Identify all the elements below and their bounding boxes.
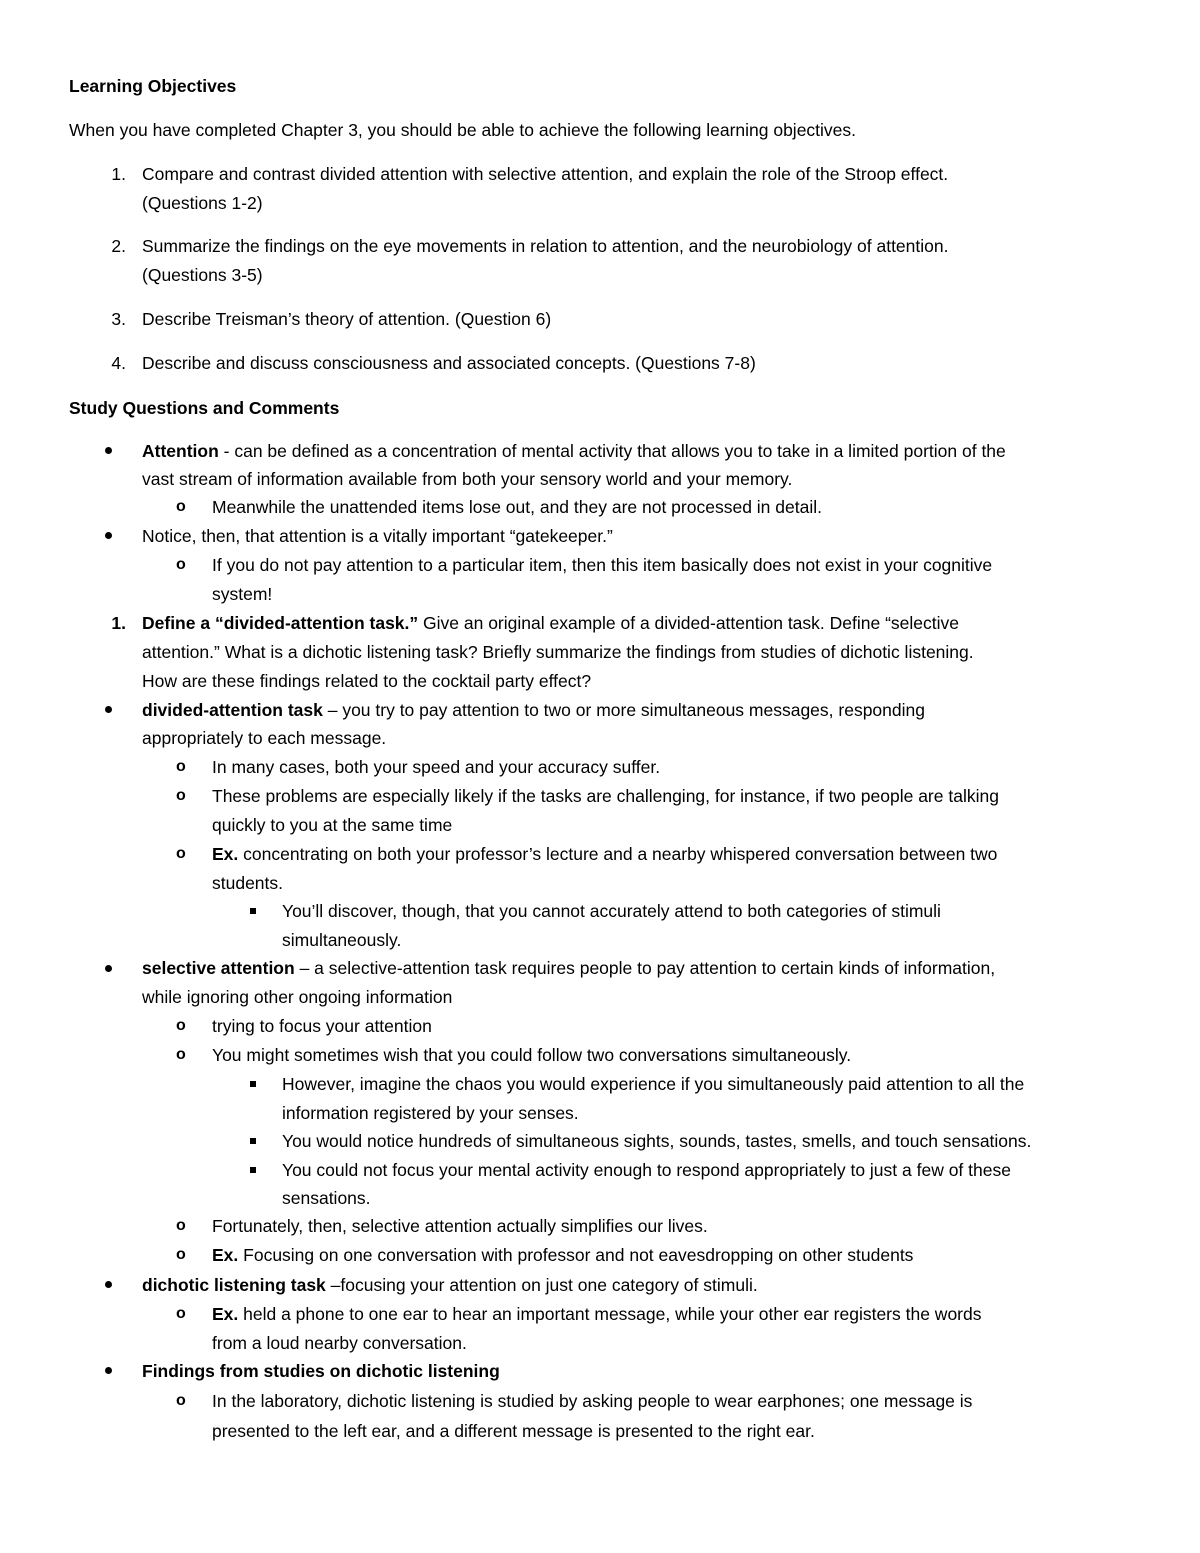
dichotic-definition [142,1274,758,1296]
example-text: held a phone to one ear to hear an important message, while your other ear registers the words [238,1304,982,1324]
question-text-cont: attention.” What is a dichotic listening task? Briefly summarize the findings from studies of dichotic listening. [142,642,974,662]
objective-text: (Questions 1-2) [142,193,263,213]
question-rest: Give an original example of a divided-attention task. Define “selective [418,613,959,633]
circle-bullet-icon: o [176,787,186,804]
objective-text: Compare and contrast divided attention with selective attention, and explain the role of the Stroop effect. [142,164,949,184]
objective-text: Describe and discuss consciousness and associated concepts. (Questions 7-8) [142,353,756,373]
findings-heading: Findings from studies on dichotic listening [142,1361,500,1381]
example-label: Ex. [212,844,239,864]
example-label: Ex. [212,1304,239,1324]
bullet-icon [105,1281,112,1288]
objective-number: 2. [111,236,126,256]
bullet-icon [105,447,112,454]
sub-sub-item-cont: simultaneously. [282,930,402,950]
question-text-cont: How are these findings related to the cocktail party effect? [142,671,592,691]
sub-item-cont: from a loud nearby conversation. [212,1333,467,1353]
selective-definition [142,957,995,979]
sub-item: In many cases, both your speed and your accuracy suffer. [212,757,661,777]
example-label: Ex. [212,1245,239,1265]
bullet-icon [105,532,112,539]
square-bullet-icon [250,1167,256,1173]
attention-definition-cont: vast stream of information available from both your sensory world and your memory. [142,469,793,489]
objective-number: 4. [111,353,126,373]
sub-sub-item: You’ll discover, though, that you cannot accurately attend to both categories of stimuli [282,901,941,921]
example-text: Focusing on one conversation with professor and not eavesdropping on other students [238,1245,914,1265]
question-text [142,612,959,634]
circle-bullet-icon: o [176,498,186,515]
example-text: concentrating on both your professor’s lecture and a nearby whispered conversation between two [238,844,998,864]
definition-text: – you try to pay attention to two or more simultaneous messages, responding [322,700,925,720]
objective-number: 3. [111,309,126,329]
selective-definition-cont: while ignoring other ongoing information [142,987,453,1007]
objective-number: 1. [111,164,126,184]
definition-text: - can be defined as a concentration of mental activity that allows you to take in a limited portion of the [218,441,1006,461]
circle-bullet-icon: o [176,758,186,775]
question-bold: Define a “divided-attention task.” [142,613,419,633]
sub-item-cont: system! [212,584,273,604]
sub-item-cont: students. [212,873,284,893]
sub-sub-item: You could not focus your mental activity enough to respond appropriately to just a few of these [282,1160,1011,1180]
term: selective attention [142,958,295,978]
bullet-icon [105,706,112,713]
sub-item: trying to focus your attention [212,1016,432,1036]
sub-item-cont: presented to the left ear, and a different message is presented to the right ear. [212,1421,815,1441]
definition-text: – a selective-attention task requires people to pay attention to certain kinds of information, [294,958,996,978]
sub-item: Meanwhile the unattended items lose out, and they are not processed in detail. [212,497,822,517]
sub-item: If you do not pay attention to a particular item, then this item basically does not exist in your cognitive [212,555,993,575]
sub-sub-item: You would notice hundreds of simultaneous sights, sounds, tastes, smells, and touch sensations. [282,1131,1032,1151]
circle-bullet-icon: o [176,845,186,862]
term: dichotic listening task [142,1275,326,1295]
question-number: 1. [111,613,126,633]
intro-text: When you have completed Chapter 3, you should be able to achieve the following learning objectives. [69,120,857,140]
sub-sub-item: However, imagine the chaos you would experience if you simultaneously paid attention to all the [282,1074,1025,1094]
bullet-icon [105,1367,112,1374]
study-questions-heading: Study Questions and Comments [69,398,340,418]
circle-bullet-icon: o [176,1305,186,1322]
circle-bullet-icon: o [176,1017,186,1034]
circle-bullet-icon: o [176,1046,186,1063]
sub-item [212,1244,913,1266]
sub-item: You might sometimes wish that you could follow two conversations simultaneously. [212,1045,852,1065]
attention-definition [142,440,1006,462]
square-bullet-icon [250,1081,256,1087]
circle-bullet-icon: o [176,1246,186,1263]
objective-text: Describe Treisman’s theory of attention. (Question 6) [142,309,552,329]
sub-item: In the laboratory, dichotic listening is studied by asking people to wear earphones; one message is [212,1391,973,1411]
square-bullet-icon [250,908,256,914]
circle-bullet-icon: o [176,1217,186,1234]
circle-bullet-icon: o [176,1392,186,1409]
notice-text: Notice, then, that attention is a vitally important “gatekeeper.” [142,526,613,546]
objective-text: (Questions 3-5) [142,265,263,285]
bullet-icon [105,965,112,972]
sub-item [212,843,997,865]
term: divided-attention task [142,700,323,720]
learning-objectives-heading: Learning Objectives [69,76,237,96]
sub-sub-item-cont: sensations. [282,1188,371,1208]
sub-sub-item-cont: information registered by your senses. [282,1103,579,1123]
divided-definition-cont: appropriately to each message. [142,728,387,748]
sub-item: Fortunately, then, selective attention actually simplifies our lives. [212,1216,708,1236]
divided-definition [142,699,925,721]
sub-item-cont: quickly to you at the same time [212,815,453,835]
objective-text: Summarize the findings on the eye movements in relation to attention, and the neurobiology of attention. [142,236,949,256]
sub-item: These problems are especially likely if the tasks are challenging, for instance, if two people are talking [212,786,999,806]
square-bullet-icon [250,1138,256,1144]
definition-text: –focusing your attention on just one category of stimuli. [325,1275,758,1295]
circle-bullet-icon: o [176,556,186,573]
term: Attention [142,441,219,461]
sub-item [212,1303,981,1325]
